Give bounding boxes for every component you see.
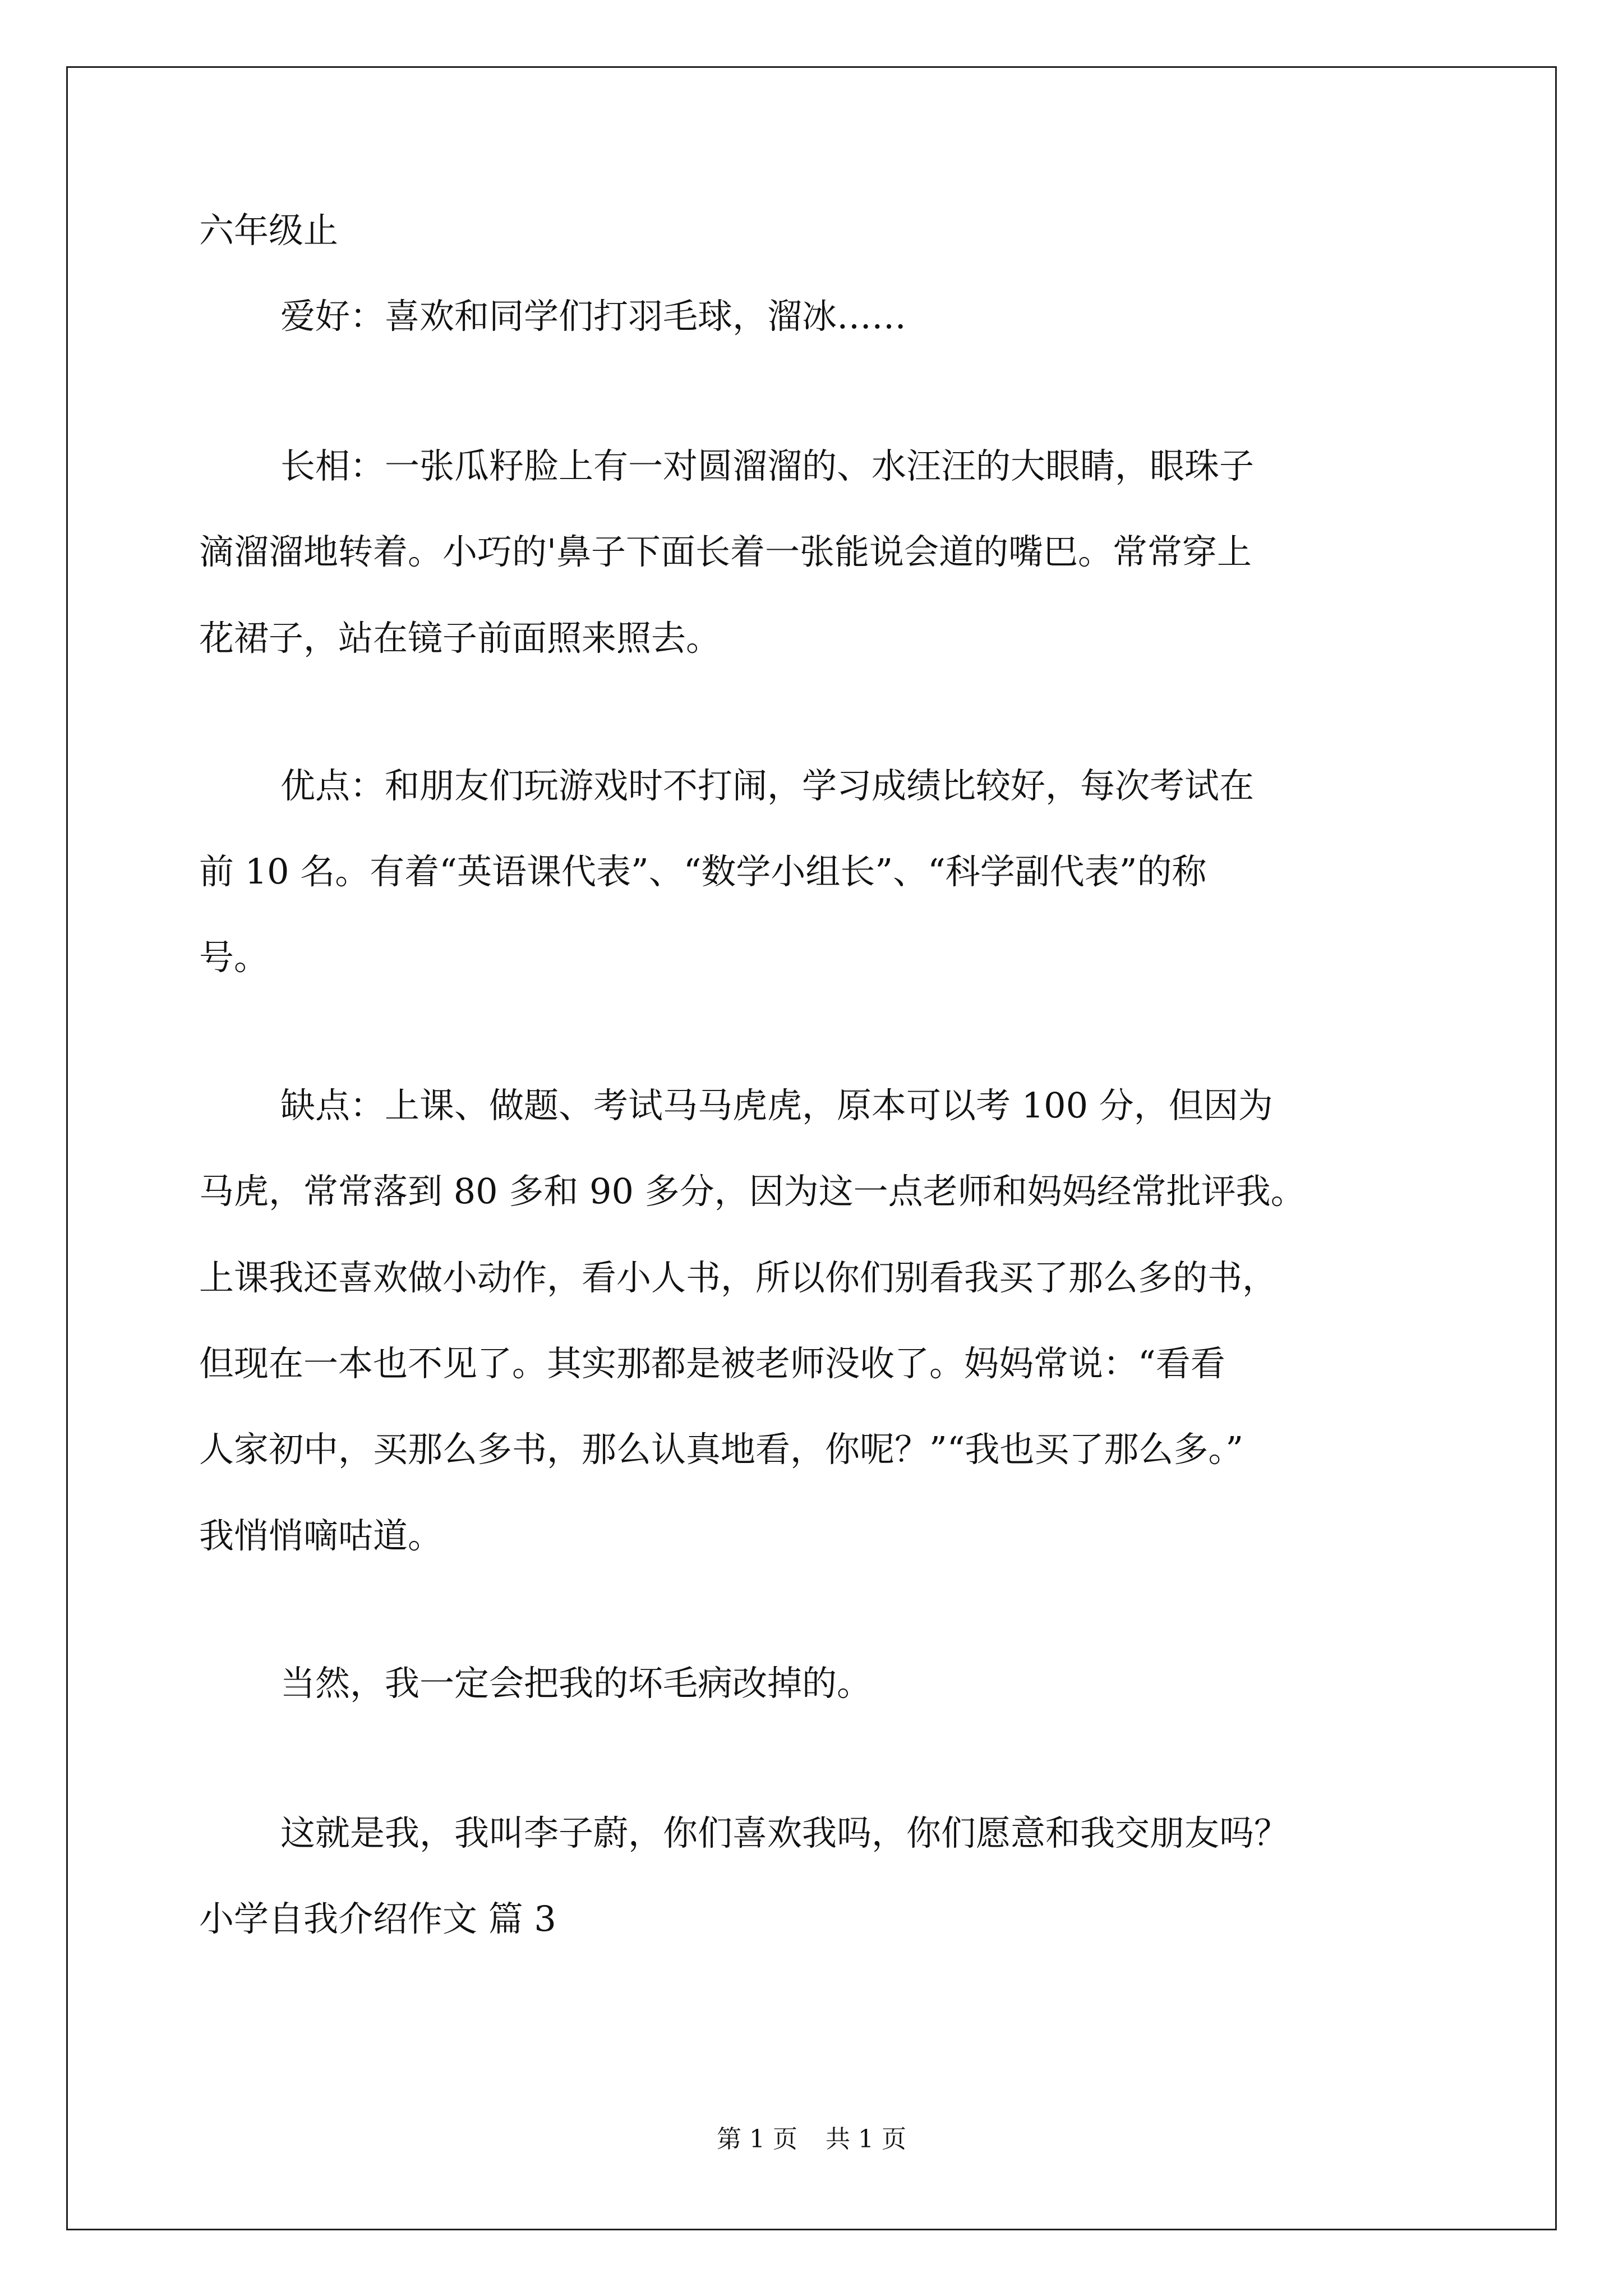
- text-line: 长相：一张瓜籽脸上有一对圆溜溜的、水汪汪的大眼睛，眼珠子: [280, 445, 1255, 486]
- text-line: 花裙子，站在镜子前面照来照去。: [199, 618, 721, 659]
- page-total: 共 1 页: [826, 2125, 906, 2154]
- text-line: 滴溜溜地转着。小巧的'鼻子下面长着一张能说会道的嘴巴。常常穿上: [199, 531, 1252, 572]
- text-line: 缺点：上课、做题、考试马马虎虎，原本可以考 100 分，但因为: [280, 1085, 1273, 1126]
- text-line: 这就是我，我叫李子蔚，你们喜欢我吗，你们愿意和我交朋友吗？: [280, 1812, 1289, 1853]
- text-line: 上课我还喜欢做小动作，看小人书，所以你们别看我买了那么多的书，: [199, 1257, 1278, 1298]
- text-line: 当然，我一定会把我的坏毛病改掉的。: [280, 1663, 872, 1704]
- text-line: 号。: [199, 937, 269, 978]
- text-line: 爱好：喜欢和同学们打羽毛球，溜冰……: [280, 296, 907, 337]
- text-line: 我悄悄嘀咕道。: [199, 1515, 443, 1556]
- text-line: 前 10 名。有着“英语课代表”、“数学小组长”、“科学副代表”的称: [199, 851, 1207, 892]
- text-line: 优点：和朋友们玩游戏时不打闹，学习成绩比较好，每次考试在: [280, 765, 1255, 806]
- text-line: 人家初中，买那么多书，那么认真地看，你呢？”“我也买了那么多。”: [199, 1429, 1244, 1470]
- text-line: 六年级止: [199, 210, 339, 251]
- text-line: 但现在一本也不见了。其实那都是被老师没收了。妈妈常说：“看看: [199, 1343, 1225, 1384]
- page-footer: [0, 2127, 1623, 2152]
- text-line: 马虎，常常落到 80 多和 90 多分，因为这一点老师和妈妈经常批评我。: [199, 1171, 1306, 1212]
- section-heading: 小学自我介绍作文 篇 3: [199, 1898, 556, 1939]
- page-number: 第 1 页: [717, 2125, 797, 2154]
